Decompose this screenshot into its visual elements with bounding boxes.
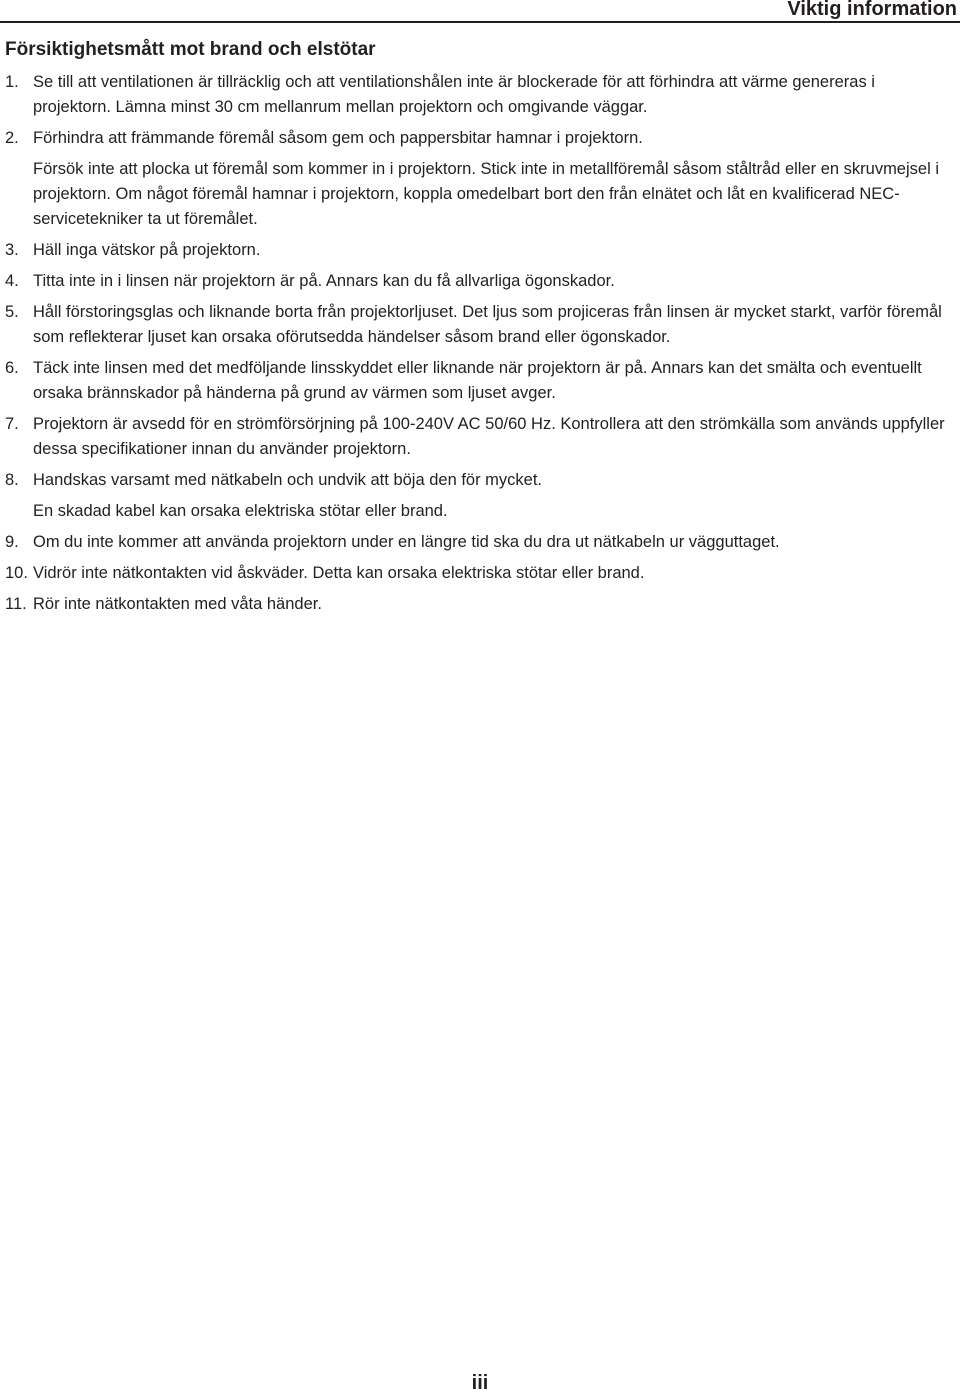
- list-item: [5, 530, 955, 555]
- list-item-number: 10.: [5, 564, 28, 582]
- list-item: [5, 468, 955, 493]
- list-item: [5, 412, 955, 462]
- list-item-text: Förhindra att främmande föremål såsom gem och pappersbitar hamnar i projektorn.: [33, 129, 643, 147]
- list-item: [5, 561, 955, 586]
- list-item-number: 3.: [5, 241, 19, 259]
- list-item-text: Rör inte nätkontakten med våta händer.: [33, 595, 322, 613]
- list-item: [5, 238, 955, 263]
- header-rule: [0, 21, 960, 33]
- list-item-number: 6.: [5, 359, 19, 377]
- list-item-text: Häll inga vätskor på projektorn.: [33, 241, 261, 259]
- list-item: [5, 356, 955, 406]
- list-item-text: Vidrör inte nätkontakten vid åskväder. Detta kan orsaka elektriska stötar eller brand.: [33, 564, 645, 582]
- list-item: [5, 269, 955, 294]
- page-number: iii: [471, 1372, 489, 1394]
- list-item-subtext: En skadad kabel kan orsaka elektriska stötar eller brand.: [33, 502, 448, 520]
- header-title: Viktig information: [787, 0, 957, 20]
- list-item-text: Handskas varsamt med nätkabeln och undvik att böja den för mycket.: [33, 471, 543, 489]
- list-item-number: 2.: [5, 129, 19, 147]
- list-item-text: Om du inte kommer att använda projektorn under en längre tid ska du dra ut nätkabeln ur vägguttaget.: [33, 533, 780, 551]
- list-item-number: 11.: [5, 595, 27, 613]
- safety-list: [5, 70, 955, 617]
- list-item-text: Titta inte in i linsen när projektorn är på. Annars kan du få allvarliga ögonskador.: [33, 272, 615, 290]
- list-item-subtext: Försök inte att plocka ut föremål som kommer in i projektorn. Stick inte in metallföremål såsom ståltråd eller en skruvmejsel i projektorn. Om något föremål hamnar i projektorn, koppla omedelbart bort den från elnätet och låt en kvalificerad NEC-servicetekniker ta ut föremålet.: [33, 160, 939, 228]
- list-item-text: Projektorn är avsedd för en strömförsörjning på 100-240V AC 50/60 Hz. Kontrollera att den strömkälla som används uppfyller dessa specifikationer innan du använder projektorn.: [33, 415, 945, 458]
- list-item-number: 1.: [5, 73, 19, 91]
- list-item-text: Täck inte linsen med det medföljande linsskyddet eller liknande när projektorn är på. Annars kan det smälta och eventuellt orsaka brännskador på händerna på grund av värmen som ljuset avger.: [33, 359, 922, 402]
- list-item-number: 5.: [5, 303, 19, 321]
- list-item-number: 7.: [5, 415, 19, 433]
- section-title: Försiktighetsmått mot brand och elstötar: [5, 39, 376, 60]
- list-item: [5, 70, 955, 120]
- list-item: [5, 300, 955, 350]
- list-item-number: 9.: [5, 533, 19, 551]
- list-item: [5, 126, 955, 151]
- list-item-number: 4.: [5, 272, 19, 290]
- list-item-number: 8.: [5, 471, 19, 489]
- list-item: [5, 592, 955, 617]
- list-item-text: Håll förstoringsglas och liknande borta från projektorljuset. Det ljus som projiceras från linsen är mycket starkt, varför föremål som reflekterar ljuset kan orsaka oförutsedda händelser såsom brand eller ögonskador.: [33, 303, 942, 346]
- list-item-text: Se till att ventilationen är tillräcklig och att ventilationshålen inte är blockerade för att förhindra att värme genereras i projektorn. Lämna minst 30 cm mellanrum mellan projektorn och omgivande väggar.: [33, 73, 875, 116]
